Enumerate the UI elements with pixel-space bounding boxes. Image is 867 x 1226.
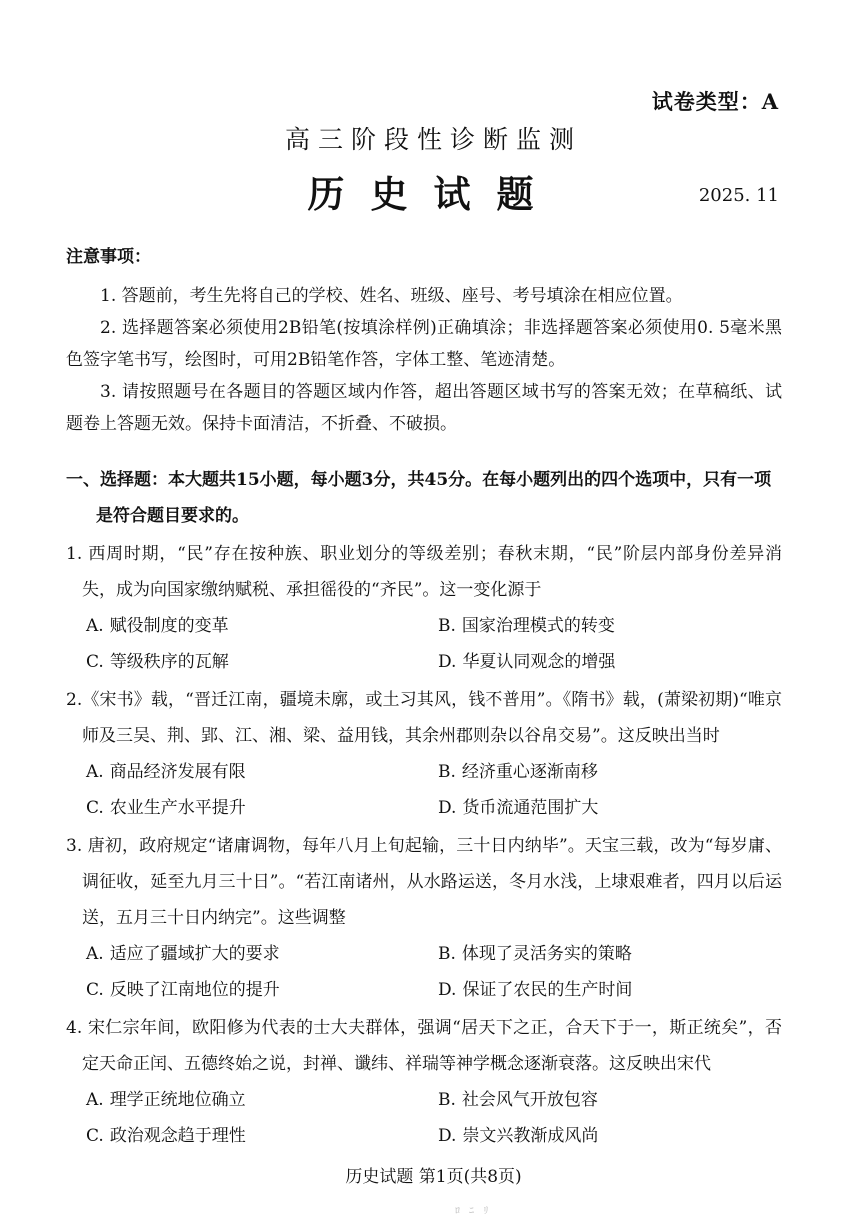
notice-item-3: 3. 请按照题号在各题目的答题区域内作答，超出答题区域书写的答案无效；在草稿纸、试题卷上答题无效。保持卡面清洁，不折叠、不破损。 bbox=[66, 382, 782, 434]
notice-block bbox=[66, 246, 782, 440]
option-grid bbox=[66, 754, 782, 826]
option-text: 农业生产水平提升 bbox=[109, 798, 246, 818]
option-text: 商品经济发展有限 bbox=[109, 762, 246, 782]
question-3 bbox=[66, 828, 782, 1008]
option-letter: B. bbox=[438, 1090, 456, 1110]
option-letter: D. bbox=[438, 798, 457, 818]
option-d bbox=[418, 790, 770, 826]
option-text: 货币流通范围扩大 bbox=[462, 798, 599, 818]
option-a bbox=[66, 608, 418, 644]
option-letter: D. bbox=[438, 1126, 457, 1146]
option-text: 经济重心逐渐南移 bbox=[461, 762, 598, 782]
option-a bbox=[66, 936, 418, 972]
scan-mark: ﾛ ﾆ ﾘ bbox=[455, 1206, 492, 1217]
option-b bbox=[418, 754, 770, 790]
notice-heading: 注意事项： bbox=[66, 247, 151, 267]
exam-date: 2025. 11 bbox=[698, 185, 779, 206]
option-text: 保证了农民的生产时间 bbox=[462, 980, 633, 1000]
option-text: 崇文兴教渐成风尚 bbox=[462, 1126, 599, 1146]
option-a bbox=[66, 754, 418, 790]
paper-type-label: 试卷类型：A bbox=[651, 89, 779, 114]
option-letter: B. bbox=[438, 616, 456, 636]
option-text: 反映了江南地位的提升 bbox=[109, 980, 280, 1000]
option-d bbox=[418, 644, 770, 680]
option-text: 社会风气开放包容 bbox=[461, 1090, 598, 1110]
option-c bbox=[66, 644, 418, 680]
question-stem: 2.《宋书》载，“晋迁江南，疆境未廓，或土习其风，钱不普用”。《隋书》载，(萧梁初期)“唯京师及三吴、荆、郢、江、湘、梁、益用钱，其余州郡则杂以谷帛交易”。这反映出当时 bbox=[66, 690, 782, 746]
option-letter: C. bbox=[86, 1126, 104, 1146]
option-text: 体现了灵活务实的策略 bbox=[461, 944, 632, 964]
option-b bbox=[418, 608, 770, 644]
option-letter: A. bbox=[86, 944, 104, 964]
option-d bbox=[418, 1118, 770, 1154]
question-stem: 3. 唐初，政府规定“诸庸调物，每年八月上旬起输，三十日内纳毕”。天宝三载，改为“每岁庸、调征收，延至九月三十日”。“若江南诸州，从水路运送，冬月水浅，上埭艰难者，四月以后运送，五月三十日内纳完”。这些调整 bbox=[66, 836, 782, 928]
option-text: 政治观念趋于理性 bbox=[109, 1126, 246, 1146]
option-b bbox=[418, 1082, 770, 1118]
option-letter: A. bbox=[86, 616, 104, 636]
option-b bbox=[418, 936, 770, 972]
notice-item-2: 2. 选择题答案必须使用2B铅笔(按填涂样例)正确填涂；非选择题答案必须使用0. 5毫米黑色签字笔书写，绘图时，可用2B铅笔作答，字体工整、笔迹清楚。 bbox=[66, 318, 782, 370]
option-grid bbox=[66, 608, 782, 680]
option-text: 国家治理模式的转变 bbox=[461, 616, 615, 636]
option-d bbox=[418, 972, 770, 1008]
option-grid bbox=[66, 936, 782, 1008]
exam-name: 高三阶段性诊断监测 bbox=[284, 125, 582, 154]
multiple-choice-section bbox=[66, 462, 782, 1154]
option-text: 华夏认同观念的增强 bbox=[462, 652, 616, 672]
option-letter: A. bbox=[86, 1090, 104, 1110]
section-heading: 一、选择题：本大题共15小题，每小题3分，共45分。在每小题列出的四个选项中，只有一项是符合题目要求的。 bbox=[66, 470, 772, 526]
option-letter: B. bbox=[438, 762, 456, 782]
option-c bbox=[66, 790, 418, 826]
option-letter: C. bbox=[86, 652, 104, 672]
option-text: 等级秩序的瓦解 bbox=[109, 652, 229, 672]
question-stem: 4. 宋仁宗年间，欧阳修为代表的士大夫群体，强调“居天下之正，合天下于一，斯正统矣”，否定天命正闰、五德终始之说，封禅、谶纬、祥瑞等神学概念逐渐衰落。这反映出宋代 bbox=[66, 1018, 782, 1074]
question-4 bbox=[66, 1010, 782, 1154]
option-letter: D. bbox=[438, 980, 457, 1000]
option-text: 理学正统地位确立 bbox=[109, 1090, 246, 1110]
option-c bbox=[66, 1118, 418, 1154]
question-1 bbox=[66, 536, 782, 680]
option-letter: D. bbox=[438, 652, 457, 672]
subject-title: 历史试题 bbox=[307, 172, 560, 216]
option-text: 适应了疆域扩大的要求 bbox=[109, 944, 280, 964]
page-footer: 历史试题 第1页(共8页) bbox=[345, 1167, 522, 1187]
notice-item-1: 1. 答题前，考生先将自己的学校、姓名、班级、座号、考号填涂在相应位置。 bbox=[100, 286, 683, 306]
option-letter: A. bbox=[86, 762, 104, 782]
option-grid bbox=[66, 1082, 782, 1154]
question-stem: 1. 西周时期，“民”存在按种族、职业划分的等级差别；春秋末期，“民”阶层内部身份差异消失，成为向国家缴纳赋税、承担徭役的“齐民”。这一变化源于 bbox=[66, 544, 782, 600]
option-a bbox=[66, 1082, 418, 1118]
option-letter: B. bbox=[438, 944, 456, 964]
option-c bbox=[66, 972, 418, 1008]
question-2 bbox=[66, 682, 782, 826]
option-letter: C. bbox=[86, 980, 104, 1000]
option-letter: C. bbox=[86, 798, 104, 818]
option-text: 赋役制度的变革 bbox=[109, 616, 229, 636]
